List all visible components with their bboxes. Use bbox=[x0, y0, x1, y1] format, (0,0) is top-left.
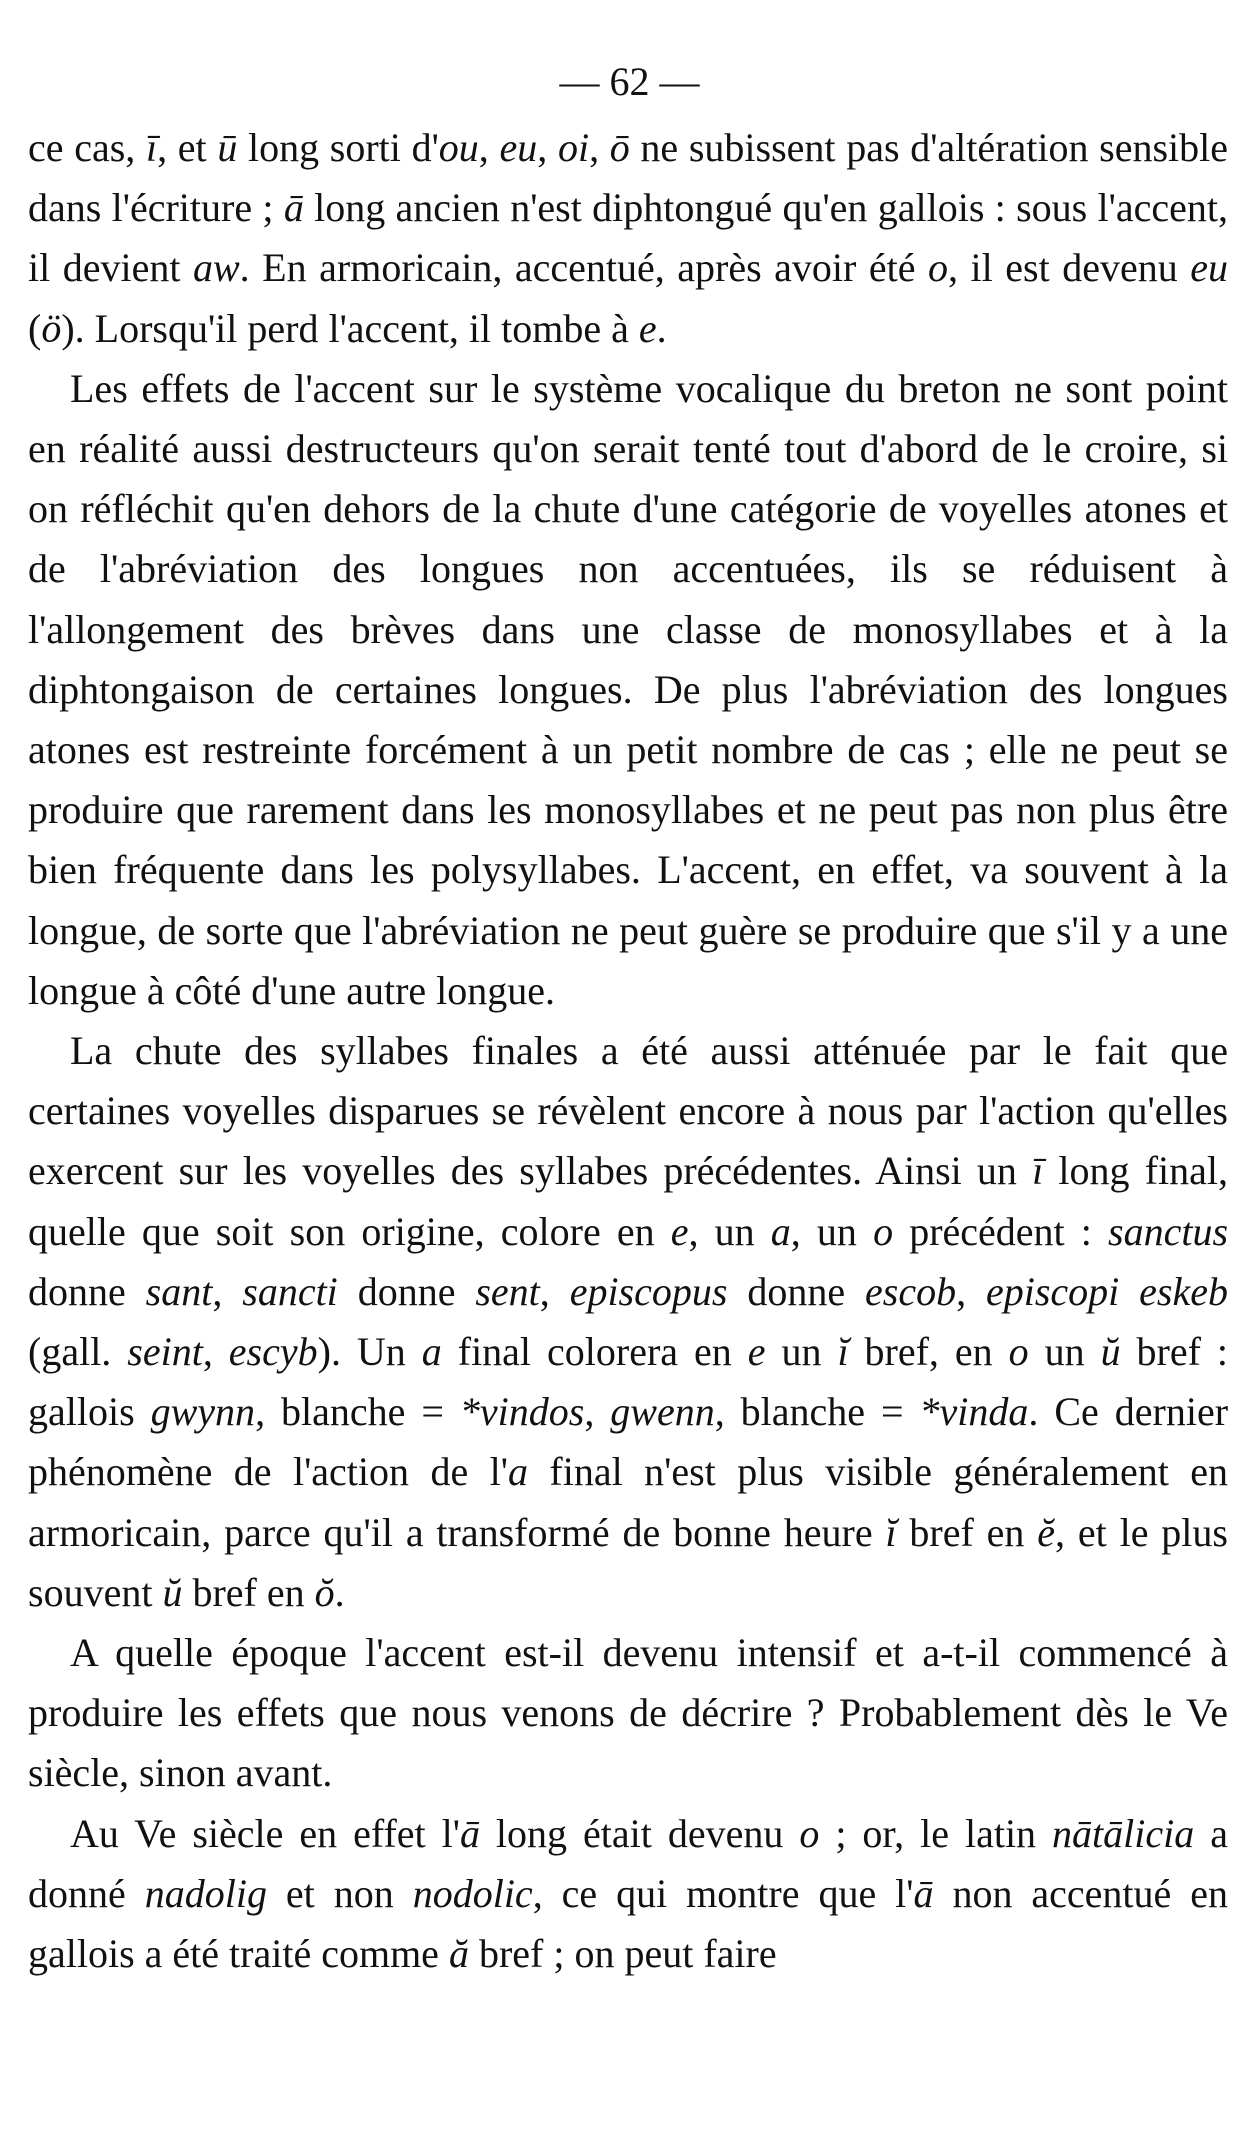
text-span: . En armoricain, accentué, après avoir été bbox=[239, 245, 929, 291]
text-span: , un bbox=[790, 1208, 874, 1254]
text-span: long final, quelle que soit son origine, colore en bbox=[28, 1148, 1229, 1254]
text-span: , bbox=[202, 1329, 229, 1375]
italic-text: e bbox=[638, 305, 657, 351]
italic-text: ŭ bbox=[1100, 1329, 1121, 1375]
text-span: , bbox=[537, 125, 558, 170]
italic-text: ā bbox=[459, 1810, 480, 1856]
text-span: un bbox=[1028, 1329, 1101, 1375]
italic-text: aw bbox=[192, 245, 240, 291]
text-span: long ancien n'est diphtongué qu'en gallois : sous l'accent, il devient bbox=[28, 185, 1228, 291]
text-span: donne bbox=[727, 1268, 865, 1314]
italic-text: sanctus bbox=[1108, 1208, 1229, 1254]
text-span: un bbox=[765, 1329, 838, 1375]
italic-text: ĕ bbox=[1037, 1509, 1056, 1555]
italic-text: o bbox=[873, 1208, 894, 1254]
text-span: , un bbox=[688, 1208, 771, 1254]
italic-text: escyb bbox=[228, 1329, 318, 1375]
paragraph bbox=[28, 1804, 1228, 1985]
text-span: long sorti d' bbox=[237, 125, 439, 170]
text-span: A quelle époque l'accent est-il devenu intensif et a-t-il commencé à produire les effets que nous venons de décrire ? Probablement dès le Ve siècle, sinon avant. bbox=[28, 1630, 1228, 1796]
italic-text: episcopus bbox=[569, 1268, 728, 1314]
italic-text: escob bbox=[865, 1268, 957, 1314]
text-span: ). Un bbox=[317, 1329, 422, 1375]
text-span: bref, en bbox=[848, 1329, 1009, 1375]
text-span: La chute des syllabes finales a été aussi atténuée par le fait que certaines voyelles disparues se révèlent encore à nous par l'action qu'elles exercent sur les voyelles des syllabes précédentes. Ainsi un bbox=[28, 1028, 1228, 1194]
text-span: , bbox=[956, 1268, 986, 1314]
text-span: final n'est plus visible généralement en armoricain, parce qu'il a transformé de bonne heure bbox=[28, 1449, 1228, 1555]
text-span: , bbox=[589, 125, 610, 170]
italic-text: sent bbox=[475, 1268, 540, 1314]
italic-text: oi bbox=[557, 125, 590, 170]
italic-text: e bbox=[670, 1208, 689, 1254]
text-span: . bbox=[656, 305, 667, 351]
text-span: Au Ve siècle en effet l' bbox=[70, 1810, 460, 1856]
text-span: a donné bbox=[28, 1810, 1228, 1916]
text-span: (gall. bbox=[28, 1329, 128, 1375]
italic-text: sant bbox=[145, 1268, 213, 1314]
italic-text: nātālicia bbox=[1052, 1810, 1195, 1856]
text-span: bref : gallois bbox=[28, 1329, 1229, 1435]
text-span: , bbox=[539, 1268, 570, 1314]
paragraph bbox=[28, 1623, 1228, 1804]
text-span: , blanche = bbox=[714, 1389, 920, 1435]
italic-text: o bbox=[799, 1810, 820, 1856]
italic-text: nadolig bbox=[144, 1870, 267, 1916]
text-span: Les effets de l'accent sur le système vocalique du breton ne sont point en réalité aussi destructeurs qu'on serait tenté tout d'abord de le croire, si on réfléchit qu'en dehors de la chute d'une catégorie de voyelles atones et de l'abréviation des longues non accentuées, ils se réduisent à l'allongement des brèves dans une classe de monosyllabes et à la diphtongaison de certaines longues. De plus l'abréviation des longues atones est restreinte forcément à un petit nombre de cas ; elle ne peut se produire que rarement dans les monosyllabes et ne peut pas non plus être bien fréquente dans les polysyllabes. L'accent, en effet, va souvent à la longue, de sorte que l'abréviation ne peut guère se produire que s'il y a une longue à côté d'une autre longue. bbox=[28, 365, 1228, 1013]
text-span: , et le plus souvent bbox=[28, 1509, 1228, 1615]
italic-text: ū bbox=[217, 125, 238, 170]
text-span: , bbox=[478, 125, 500, 170]
text-span: final colorera en bbox=[441, 1329, 748, 1375]
italic-text: ā bbox=[913, 1870, 934, 1916]
italic-text: ā bbox=[283, 185, 304, 231]
text-span: ( bbox=[28, 305, 42, 351]
text-span: bref en bbox=[182, 1569, 315, 1615]
italic-text: eu bbox=[499, 125, 538, 170]
text-span: , bbox=[584, 1389, 611, 1435]
italic-text: eu bbox=[1190, 245, 1228, 291]
italic-text: e bbox=[747, 1329, 766, 1375]
text-span: non accentué en gallois a été traité comme bbox=[28, 1870, 1228, 1977]
text-span: long était devenu bbox=[479, 1810, 800, 1856]
italic-text: o bbox=[928, 245, 949, 291]
italic-text: sancti bbox=[242, 1268, 338, 1314]
text-span: , bbox=[212, 1268, 243, 1314]
paragraph bbox=[28, 1021, 1228, 1623]
italic-text: ī bbox=[145, 125, 158, 170]
text-span: et non bbox=[266, 1870, 413, 1916]
italic-text: ou bbox=[438, 125, 479, 170]
text-span: ). Lorsqu'il perd l'accent, il tombe à bbox=[61, 305, 639, 351]
italic-text: ŭ bbox=[162, 1569, 183, 1615]
italic-text: a bbox=[421, 1329, 442, 1375]
page-number: — 62 — bbox=[559, 59, 700, 104]
text-span: . Ce dernier phénomène de l'action de l' bbox=[28, 1389, 1229, 1495]
italic-text: *vindos bbox=[459, 1389, 585, 1435]
text-span: ne subissent pas d'altération sensible dans l'écriture ; bbox=[28, 125, 1229, 231]
body-text bbox=[28, 118, 1228, 1984]
italic-text: *vinda bbox=[919, 1389, 1029, 1435]
italic-text: ĭ bbox=[837, 1329, 849, 1375]
text-span: bref en bbox=[896, 1509, 1038, 1555]
italic-text: ŏ bbox=[314, 1569, 335, 1615]
text-span: donne bbox=[337, 1268, 476, 1314]
text-span: . bbox=[334, 1569, 345, 1615]
italic-text: ă bbox=[448, 1931, 469, 1977]
text-span: , et bbox=[157, 125, 218, 170]
italic-text: gwynn bbox=[150, 1389, 256, 1435]
italic-text: o bbox=[1008, 1329, 1029, 1375]
text-span: , blanche = bbox=[255, 1389, 460, 1435]
text-span: ce cas, bbox=[28, 125, 146, 170]
italic-text: seint bbox=[127, 1329, 203, 1375]
italic-text: a bbox=[507, 1449, 528, 1495]
text-span: bref ; on peut faire bbox=[468, 1931, 777, 1977]
italic-text: episcopi eskeb bbox=[985, 1268, 1229, 1314]
paragraph bbox=[28, 359, 1228, 1021]
text-span: précédent : bbox=[893, 1208, 1109, 1254]
italic-text: ĭ bbox=[885, 1509, 897, 1555]
italic-text: ō bbox=[609, 125, 630, 170]
text-span: ; or, le latin bbox=[819, 1810, 1053, 1856]
paragraph bbox=[28, 118, 1228, 359]
italic-text: ö bbox=[41, 305, 62, 351]
italic-text: ī bbox=[1032, 1148, 1044, 1194]
italic-text: nodolic bbox=[412, 1870, 533, 1916]
text-span: , ce qui montre que l' bbox=[532, 1870, 914, 1916]
text-span: donne bbox=[28, 1268, 146, 1314]
italic-text: gwenn bbox=[610, 1389, 715, 1435]
text-span: , il est devenu bbox=[948, 245, 1191, 291]
italic-text: a bbox=[770, 1208, 791, 1254]
